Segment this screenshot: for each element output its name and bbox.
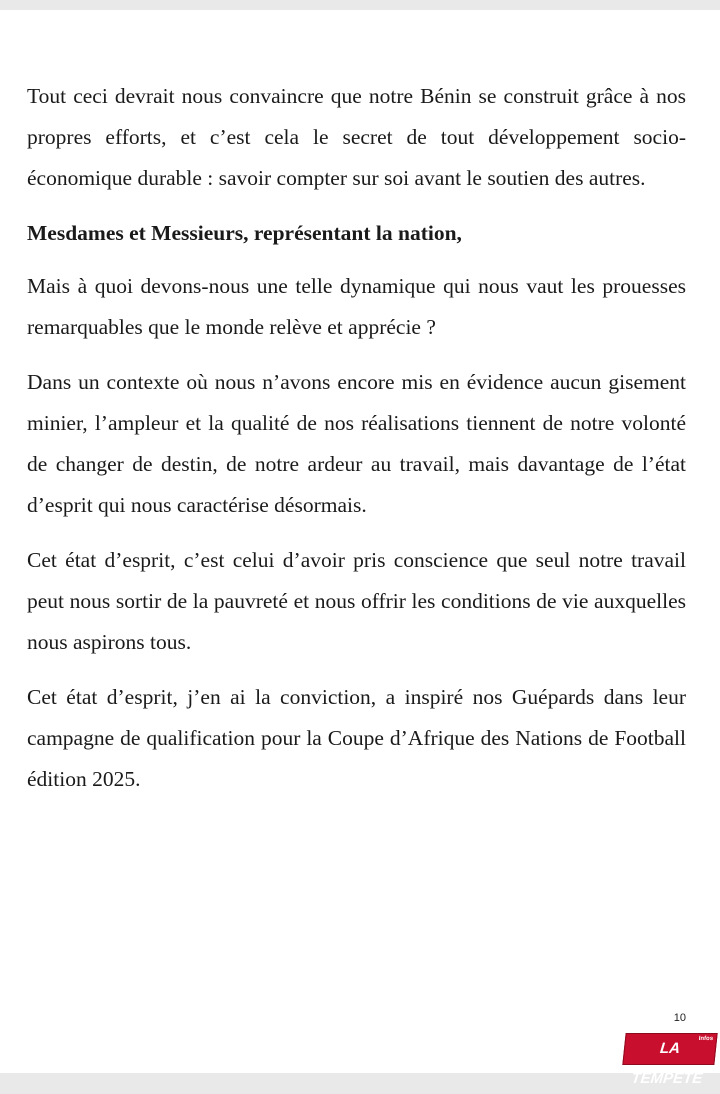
salutation-heading: Mesdames et Messieurs, représentant la nation,	[27, 221, 462, 245]
la-tempete-logo	[622, 1033, 717, 1087]
paragraph-3: Dans un contexte où nous n’avons encore mis en évidence aucun gisement minier, l’ampleur et la qualité de nos réalisations tiennent de notre volonté de changer de destin, de notre ardeur au travail, mais davantage de l’état d’esprit qui nous caractérise désormais.	[27, 370, 686, 517]
document-page	[0, 10, 720, 1087]
paragraph-4: Cet état d’esprit, c’est celui d’avoir pris conscience que seul notre travail peut nous sortir de la pauvreté et nous offrir les conditions de vie auxquelles nous aspirons tous.	[27, 548, 686, 654]
paragraph-2: Mais à quoi devons-nous une telle dynamique qui nous vaut les prouesses remarquables que le monde relève et apprécie ?	[27, 274, 686, 339]
page-number: 10	[673, 1012, 686, 1024]
logo-text: LA TEMPÊTE	[630, 1040, 704, 1087]
paragraph-1: Tout ceci devrait nous convaincre que notre Bénin se construit grâce à nos propres efforts, et c’est cela le secret de tout développement socio-économique durable : savoir compter sur soi avant le soutien des autres.	[27, 84, 686, 190]
logo-subtext: Infos	[698, 1036, 714, 1042]
document-body	[27, 76, 686, 814]
paragraph-5: Cet état d’esprit, j’en ai la conviction, a inspiré nos Guépards dans leur campagne de qualification pour la Coupe d’Afrique des Nations de Football édition 2025.	[27, 685, 686, 791]
